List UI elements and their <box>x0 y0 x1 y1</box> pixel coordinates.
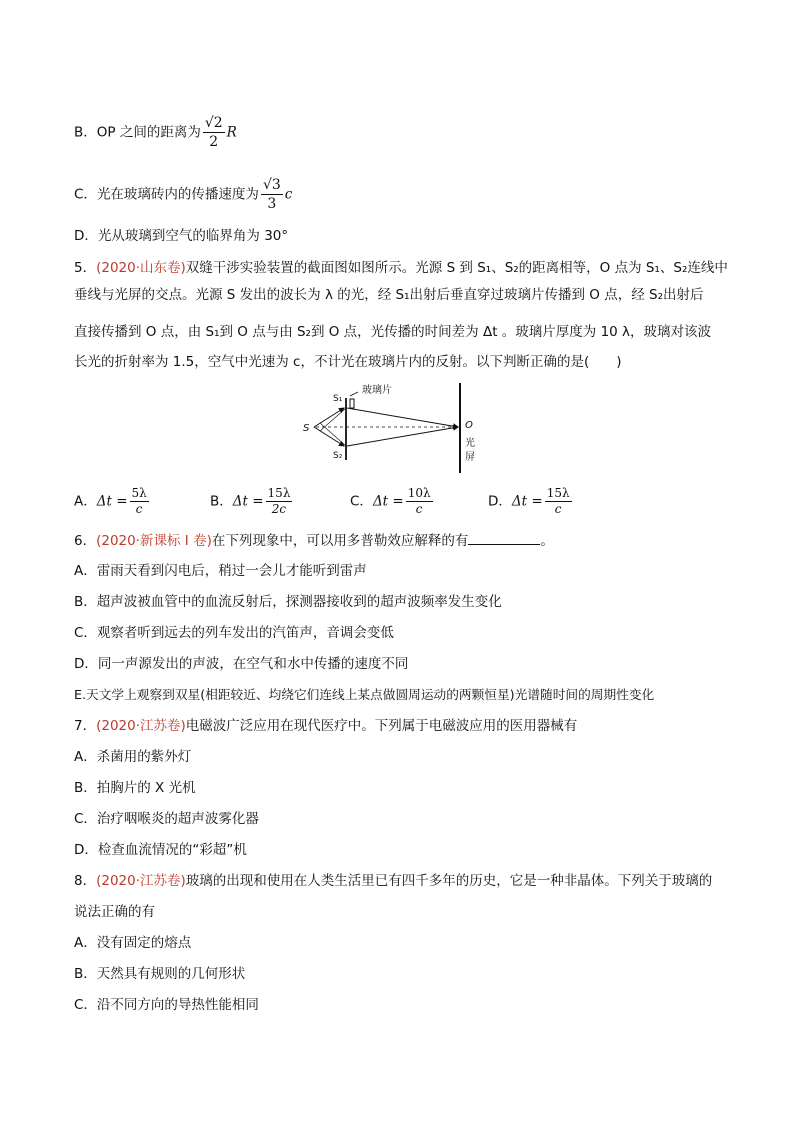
q8-option-c: C．沿不同方向的导热性能相同 <box>74 997 259 1013</box>
q8-option-b: B．天然具有规则的几何形状 <box>74 966 246 982</box>
label-screen-2: 屏 <box>465 452 475 463</box>
q7-option-a: A．杀菌用的紫外灯 <box>74 749 192 765</box>
q4-option-d: D．光从玻璃到空气的临界角为 30° <box>74 228 289 244</box>
glass-plate <box>350 399 354 408</box>
q5-stem-line-1: 5．(2020·山东卷)双缝干涉实验装置的截面图如图所示。光源 S 到 S₁、S₂的距离相等，O 点为 S₁、S₂连线中 <box>74 260 728 276</box>
q5-stem-line-4: 长光的折射率为 1.5，空气中光速为 c，不计光在玻璃片内的反射。以下判断正确的是( ) <box>74 354 622 370</box>
label-s: S <box>303 423 310 434</box>
q8-stem-line-2: 说法正确的有 <box>74 904 155 920</box>
q5-option-a: A．Δt = $\frac{5\lambda}{c}$ <box>74 486 147 516</box>
label-glass: 玻璃片 <box>362 385 392 396</box>
q5-option-b: B．Δt = $\frac{15\lambda}{2c}$ <box>210 486 291 516</box>
q5-source: (2020·山东卷) <box>96 260 186 276</box>
q7-stem: 7．(2020·江苏卷)电磁波广泛应用在现代医疗中。下列属于电磁波应用的医用器械有 <box>74 718 578 734</box>
q7-option-c: C．治疗咽喉炎的超声波雾化器 <box>74 811 259 827</box>
q5-option-b-fraction: $\frac{15\lambda}{2c}$ <box>267 486 291 516</box>
q4-option-c-fraction: √ $\frac{3}{3}$ <box>261 176 283 213</box>
q6-source: (2020·新课标 I 卷) <box>96 533 212 549</box>
q6-option-a: A．雷雨天看到闪电后，稍过一会儿才能听到雷声 <box>74 563 367 579</box>
q4-option-b: B．OP 之间的距离为 √ $\frac{2}{2}$ R <box>74 114 237 151</box>
q8-source: (2020·江苏卷) <box>96 873 186 889</box>
q5-stem-line-2: 垂线与光屏的交点。光源 S 发出的波长为 λ 的光，经 S₁出射后垂直穿过玻璃片传播到 O 点，经 S₂出射后 <box>74 287 704 303</box>
q6-stem: 6．(2020·新课标 I 卷)在下列现象中，可以用多普勒效应解释的有 。 <box>74 530 554 551</box>
ray-s-to-s1 <box>314 408 344 427</box>
label-screen-1: 光 <box>465 438 475 449</box>
label-s1: S₁ <box>333 394 343 404</box>
double-slit-diagram <box>300 378 490 476</box>
q4-option-b-text: OP 之间的距离为 <box>96 124 201 141</box>
answer-blank <box>468 530 540 545</box>
q6-option-e: E.天文学上观察到双星(相距较近、均绕它们连线上某点做圆周运动的两颗恒星)光谱随时间的周期性变化 <box>74 687 655 702</box>
q6-option-d: D．同一声源发出的声波，在空气和水中传播的速度不同 <box>74 656 409 672</box>
q6-option-b: B．超声波被血管中的血流反射后，探测器接收到的超声波频率发生变化 <box>74 594 502 610</box>
q5-option-d-fraction: $\frac{15\lambda}{c}$ <box>546 486 570 516</box>
q4-option-c: C．光在玻璃砖内的传播速度为 √ $\frac{3}{3}$ c <box>74 176 292 213</box>
label-o: O <box>465 420 473 431</box>
label-s2: S₂ <box>333 451 343 461</box>
q6-option-c: C．观察者听到远去的列车发出的汽笛声，音调会变低 <box>74 625 394 641</box>
q7-option-b: B．拍胸片的 X 光机 <box>74 780 196 796</box>
q4-option-c-text: 光在玻璃砖内的传播速度为 <box>96 186 259 203</box>
q7-source: (2020·江苏卷) <box>96 718 186 734</box>
q5-stem-line-3: 直接传播到 O 点，由 S₁到 O 点与由 S₂到 O 点，光传播的时间差为 Δt 。玻璃片厚度为 10 λ，玻璃对该波 <box>74 324 712 340</box>
ray-s1-to-o <box>347 408 458 427</box>
q8-stem-line-1: 8．(2020·江苏卷)玻璃的出现和使用在人类生活里已有四千多年的历史，它是一种非晶体。下列关于玻璃的 <box>74 873 713 889</box>
ray-s2-to-o <box>347 427 458 446</box>
q5-option-a-fraction: $\frac{5\lambda}{c}$ <box>131 486 147 516</box>
sqrt-symbol <box>263 177 272 193</box>
q5-option-c: C．Δt = $\frac{10\lambda}{c}$ <box>350 486 431 516</box>
q8-option-a: A．没有固定的熔点 <box>74 935 192 951</box>
q7-option-d: D．检查血流情况的“彩超”机 <box>74 842 247 858</box>
ray-s-to-s2 <box>314 427 344 446</box>
q5-option-c-fraction: $\frac{10\lambda}{c}$ <box>407 486 431 516</box>
q4-option-b-fraction: √ $\frac{2}{2}$ <box>203 114 225 151</box>
sqrt-symbol <box>205 115 214 131</box>
q5-option-d: D．Δt = $\frac{15\lambda}{c}$ <box>488 486 570 516</box>
